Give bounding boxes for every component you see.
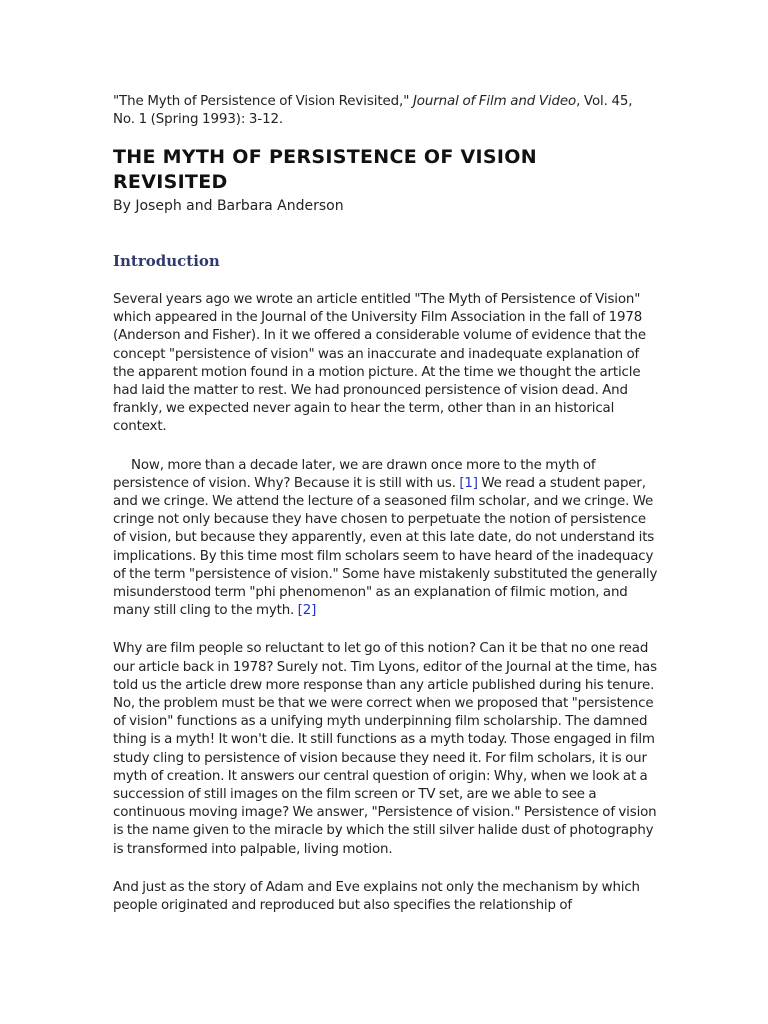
footnote-link-1[interactable]: [1] [459, 475, 478, 491]
citation-journal: Journal of Film and Video [412, 94, 577, 109]
paragraph-3: Why are film people so reluctant to let go of this notion? Can it be that no one read our article back in 1978? Surely not. Tim Lyons, editor of the Journal at the time, has told us the article drew more response than any article published during his tenure. No, the problem must be that we were correct when we proposed that "persistence of vision" functions as a unifying myth underpinning film scholarship. The damned thing is a myth! It won't die. It still functions as a myth today. Those engaged in film study cling to persistence of vision because they need it. For film scholars, it is our myth of creation. It answers our central question of origin: Why, when we look at a succession of still images on the film screen or TV set, are we able to see a continuous moving image? We answer, "Persistence of vision." Persistence of vision is the name given to the miracle by which the still silver halide dust of photography is transformed into palpable, living motion. [113, 641, 657, 857]
paragraph-2 [113, 457, 658, 621]
article-byline: By Joseph and Barbara Anderson [113, 198, 344, 214]
article-page [113, 93, 658, 915]
paragraph-2-text-a: Now, more than a decade later, we are drawn once more to the myth of persistence of vision. Why? Because it is still with us. [113, 457, 596, 491]
citation-prefix: "The Myth of Persistence of Vision Revisited," [113, 94, 413, 109]
paragraph-4: And just as the story of Adam and Eve explains not only the mechanism by which people originated and reproduced but also specifies the relationship of [113, 879, 640, 914]
paragraph-1: Several years ago we wrote an article entitled "The Myth of Persistence of Vision" which appeared in the Journal of the University Film Association in the fall of 1978 (Anderson and Fisher). In it we offered a considerable volume of evidence that the concept "persistence of vision" was an inaccurate and inadequate explanation of the apparent motion found in a motion picture. At the time we thought the article had laid the matter to rest. We had pronounced persistence of vision dead. And frankly, we expected never again to hear the term, other than in an historical context. [113, 292, 646, 435]
citation [113, 93, 658, 129]
paragraph-2-text-b: We read a student paper, and we cringe. We attend the lecture of a seasoned film scholar, and we cringe. We cringe not only because they have chosen to perpetuate the notion of persistence of vision, but because they apparently, even at this late date, do not understand its implications. By this time most film scholars seem to have heard of the inadequacy of the term "persistence of vision." Some have mistakenly substituted the generally misunderstood term "phi phenomenon" as an explanation of filmic motion, and many still cling to the myth. [113, 475, 658, 619]
citation-suffix: , Vol. 45, No. 1 (Spring 1993): 3-12. [113, 94, 633, 127]
article-title: THE MYTH OF PERSISTENCE OF VISION REVISITED [113, 146, 537, 193]
section-heading-introduction: Introduction [113, 252, 220, 270]
footnote-link-2[interactable]: [2] [297, 603, 317, 619]
